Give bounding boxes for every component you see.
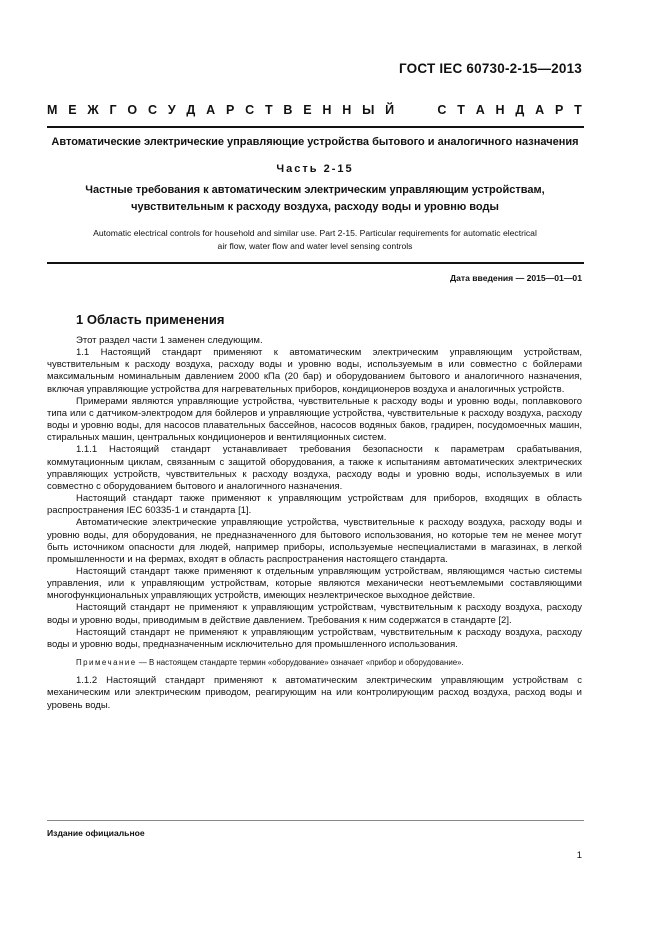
paragraph: 1.1 Настоящий стандарт применяют к автоматическим электрическим управляющим устройствам, чувствительным к расходу воздуха, расходу воды и уровню воды, используемым в или совместно с бойлерами максимальным номинальным давлением 2000 кПа (20 бар) и оборудованием бытового и аналогичного назначения, включая управляющие устройства для нагревательных приборов, кондиционеров воздуха и аналогичных устройств. [47,347,582,395]
banner-letter: Н [342,103,352,117]
banner-letter: Р [554,103,564,117]
banner-letter: Д [186,103,196,117]
banner-letter: Н [495,103,505,117]
banner-letter: Е [303,103,312,117]
banner-letter: С [147,103,157,117]
banner-letter: Й [385,103,395,117]
banner-letter: А [535,103,545,117]
standard-code: ГОСТ IEC 60730-2-15—2013 [398,61,582,76]
section-heading: 1 Область применения [76,312,225,327]
footer-divider [47,820,584,821]
part-label: Часть 2-15 [276,163,354,175]
banner-letter: Т [264,103,273,117]
document-subtitle [55,182,575,216]
banner-letter: У [167,103,176,117]
edition-label: Издание официальное [47,828,145,838]
paragraph: Настоящий стандарт не применяют к управляющим устройствам, чувствительным к расходу воздуха, расходу воды и уровню воды, приводимым в действие давлением. Требования к ним содержатся в стандарте [2]. [47,602,582,626]
banner-letter: Н [322,103,332,117]
paragraph: Настоящий стандарт также применяют к отдельным управляющим устройствам, являющимся частью системы управления, или к управляющим устройствам, которые являются механически неотъемлемыми составляющими многофункциональных управляющих устройств, имеющих неэлектрическое выходное действие. [47,565,582,602]
banner-letter: А [206,103,216,117]
header-divider [47,126,584,128]
note-text: — В настоящем стандарте термин «оборудование» означает «прибор и оборудование». [136,658,464,668]
title-divider [47,262,584,264]
banner-letter: Т [574,103,582,117]
note [47,657,582,669]
banner-letter: М [47,103,58,117]
paragraph: Настоящий стандарт не применяют к управляющим устройствам, чувствительным к расходу воздуха, расходу воды и уровню воды, предназначенным исключительно для промышленного использования. [47,626,582,650]
section-body [47,335,582,712]
paragraph: Автоматические электрические управляющие устройства, чувствительные к расходу воздуха, расходу воды и уровню воды, для оборудования, не предназначенного для бытового использования, но которые тем не менее могут быть источником опасности для людей, например приборы, используемые неспециалистами в магазинах, в легкой промышленности и на фермах, входят в область распространения настоящего стандарта. [47,517,582,565]
paragraph: 1.1.1 Настоящий стандарт устанавливает требования безопасности к параметрам срабатывания, коммутационным циклам, связанным с защитой оборудования, а также к испытаниям автоматических электрических управляющих устройств, чувствительных к расходу воздуха, расходу воды и уровню воды, используемых в или совместно с оборудованием бытового и аналогичного назначения. [47,444,582,492]
banner-letter: Р [225,103,235,117]
english-title [45,227,585,252]
banner-letter: Д [515,103,525,117]
banner-letter: Е [68,103,77,117]
paragraph: Этот раздел части 1 заменен следующим. [76,335,263,346]
english-title-line: air flow, water flow and water level sensing controls [217,240,413,251]
introduction-date: Дата введения — 2015—01—01 [449,273,582,283]
note-label: Примечание [76,658,137,668]
banner-letter: Ж [87,103,99,117]
interstate-standard-banner [47,103,582,117]
banner-letter: С [245,103,255,117]
paragraph: Примерами являются управляющие устройства, чувствительные к расходу воды и уровню воды, поплавкового типа или с датчиком-электродом для бойлеров и управляющие устройства, чувствительные к расходу воздуха, расходу воды и уровню воды, для насосов плавательных бассейнов, насосов водяных баков, градирен, посудомоечных машин, стиральных машин, центральных кондиционеров и вентиляционных систем. [47,395,582,444]
banner-letter: Г [109,103,117,117]
subtitle-line: чувствительным к расходу воздуха, расходу воды и уровню воды [131,201,499,213]
paragraph: Настоящий стандарт также применяют к управляющим устройствам для приборов, входящих в область распространения IEC 60335-1 и стандарта [1]. [47,493,582,517]
document-title: Автоматические электрические управляющие устройства бытового и аналогичного назначения [51,136,579,148]
banner-letter: О [127,103,138,117]
banner-letter: Т [457,103,465,117]
banner-letter: С [437,103,447,117]
banner-letter: Ы [362,103,375,117]
subtitle-line: Частные требования к автоматическим электрическим управляющим устройствам, [85,184,545,196]
banner-letter: А [475,103,485,117]
english-title-line: Automatic electrical controls for household and similar use. Part 2-15. Particular requirements for automatic electrical [93,228,537,238]
page-number: 1 [576,850,582,861]
banner-letter: В [283,103,293,117]
paragraph: 1.1.2 Настоящий стандарт применяют к автоматическим электрическим управляющим устройствам с механическим или электрическим приводом, реагирующим на или контролирующим расход воздуха, расход воды и уровень воды. [47,675,582,711]
